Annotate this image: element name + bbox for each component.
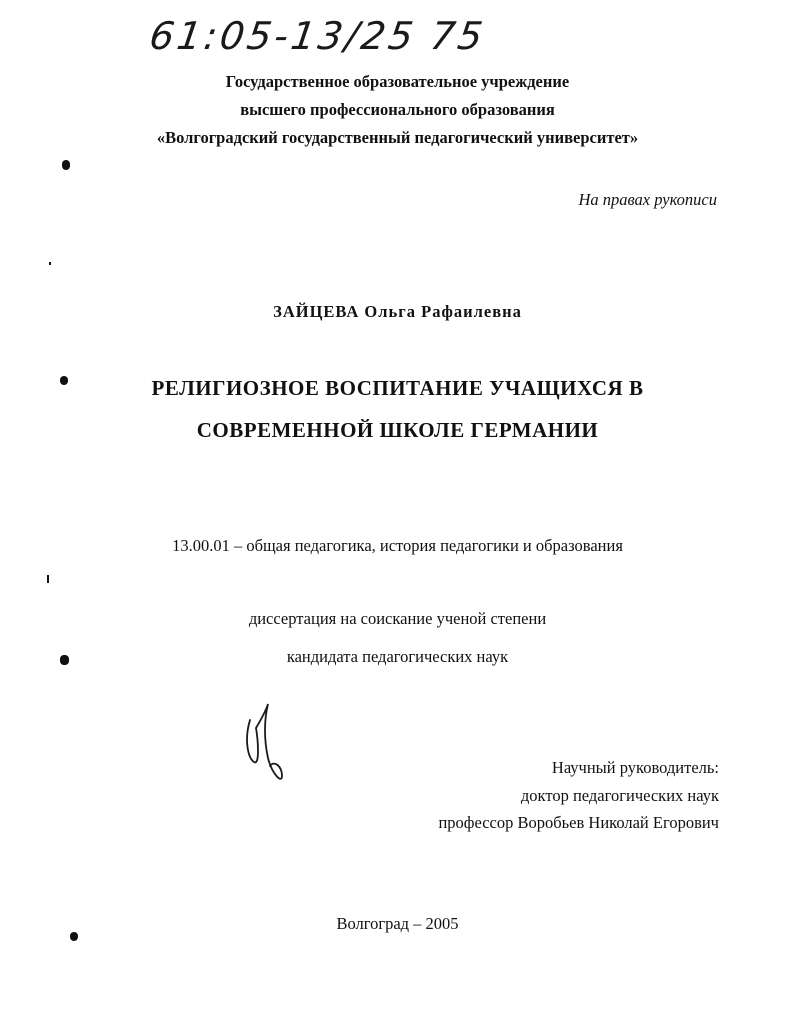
scan-dot-1 xyxy=(62,160,70,170)
institution-line-2: высшего профессионального образования xyxy=(240,100,555,119)
title-line-1: РЕЛИГИОЗНОЕ ВОСПИТАНИЕ УЧАЩИХСЯ В xyxy=(151,376,644,400)
specialty-code: 13.00.01 – общая педагогика, история педагогики и образования xyxy=(172,536,623,555)
scan-dot-2 xyxy=(49,262,51,265)
scan-dot-3 xyxy=(60,376,68,385)
city-year: Волгоград – 2005 xyxy=(336,914,459,933)
supervisor-degree: доктор педагогических наук xyxy=(520,786,719,805)
scan-dot-4 xyxy=(47,575,49,583)
author-name: ЗАЙЦЕВА Ольга Рафаилевна xyxy=(273,302,522,321)
supervisor-label: Научный руководитель: xyxy=(551,758,719,777)
rights-note: На правах рукописи xyxy=(578,190,717,209)
degree-line-2: кандидата педагогических наук xyxy=(286,647,509,666)
institution-line-3: «Волгоградский государственный педагогический университет» xyxy=(156,128,639,147)
scan-dot-6 xyxy=(70,932,78,941)
scan-dot-5 xyxy=(60,655,69,665)
signature-mark xyxy=(238,700,294,790)
supervisor-name: профессор Воробьев Николай Егорович xyxy=(438,813,719,832)
institution-line-1: Государственное образовательное учреждение xyxy=(225,72,570,91)
degree-line-1: диссертация на соискание ученой степени xyxy=(248,609,547,628)
handwritten-archive-number: 61:05-13/25 75 xyxy=(146,14,489,58)
title-line-2: СОВРЕМЕННОЙ ШКОЛЕ ГЕРМАНИИ xyxy=(196,418,599,442)
